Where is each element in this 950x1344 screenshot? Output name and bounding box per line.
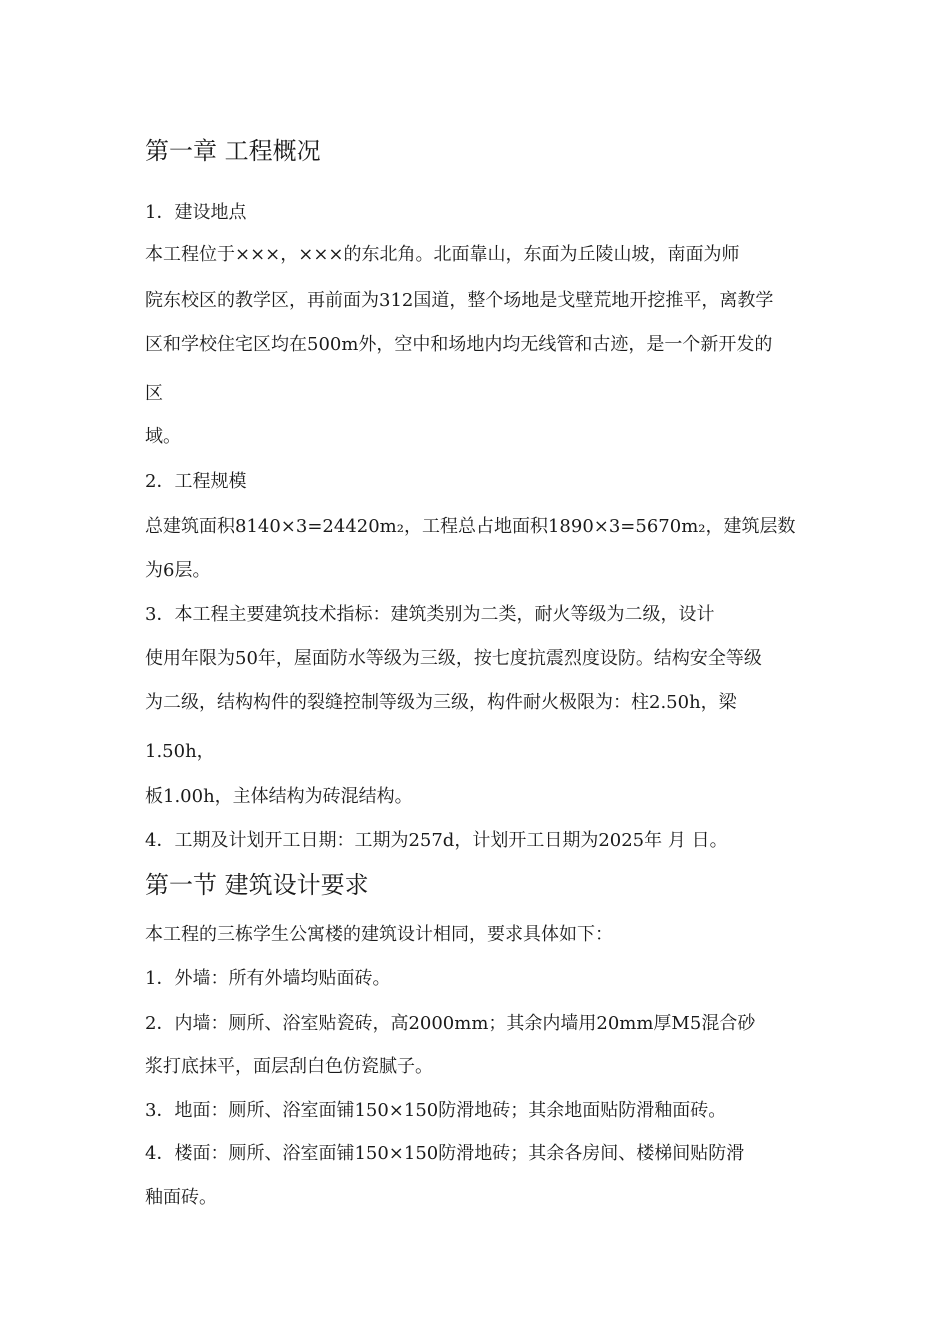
paragraph-line: 3．本工程主要建筑技术指标：建筑类别为二类，耐火等级为二级，设计 [145, 604, 715, 625]
paragraph-line: 使用年限为50年，屋面防水等级为三级，按七度抗震烈度设防。结构安全等级 [145, 648, 762, 669]
paragraph-line: 区 [145, 383, 163, 404]
paragraph-line: 1．建设地点 [145, 202, 247, 223]
paragraph-line: 区和学校住宅区均在500m外，空中和场地内均无线管和古迹，是一个新开发的 [145, 334, 773, 355]
paragraph-line: 板1.00h，主体结构为砖混结构。 [145, 786, 413, 807]
paragraph-line: 本工程位于×××，×××的东北角。北面靠山，东面为丘陵山坡，南面为师 [145, 244, 740, 265]
paragraph-line: 为6层。 [145, 560, 211, 581]
paragraph-line: 域。 [145, 426, 181, 447]
paragraph-line: 釉面砖。 [145, 1187, 217, 1208]
paragraph-line: 4．楼面：厕所、浴室面铺150×150防滑地砖；其余各房间、楼梯间贴防滑 [145, 1143, 745, 1164]
paragraph-line: 院东校区的教学区，再前面为312国道，整个场地是戈壁荒地开挖推平，离教学 [145, 290, 774, 311]
paragraph-line: 本工程的三栋学生公寓楼的建筑设计相同，要求具体如下： [145, 924, 613, 945]
chapter-title: 第一章 工程概况 [145, 137, 321, 165]
paragraph-line: 4．工期及计划开工日期：工期为257d，计划开工日期为2025年 月 日。 [145, 830, 728, 851]
paragraph-line: 1.50h， [145, 741, 215, 762]
paragraph-line: 2．工程规模 [145, 471, 247, 492]
paragraph-line: 为二级，结构构件的裂缝控制等级为三级，构件耐火极限为：柱2.50h，梁 [145, 692, 737, 713]
paragraph-line: 总建筑面积8140×3=24420m₂，工程总占地面积1890×3=5670m₂，建筑层数 [145, 516, 796, 537]
paragraph-line: 1．外墙：所有外墙均贴面砖。 [145, 968, 391, 989]
section-title: 第一节 建筑设计要求 [145, 871, 369, 899]
paragraph-line: 2．内墙：厕所、浴室贴瓷砖，高2000mm；其余内墙用20mm厚M5混合砂 [145, 1013, 756, 1034]
paragraph-line: 3．地面：厕所、浴室面铺150×150防滑地砖；其余地面贴防滑釉面砖。 [145, 1100, 727, 1121]
paragraph-line: 浆打底抹平，面层刮白色仿瓷腻子。 [145, 1056, 433, 1077]
